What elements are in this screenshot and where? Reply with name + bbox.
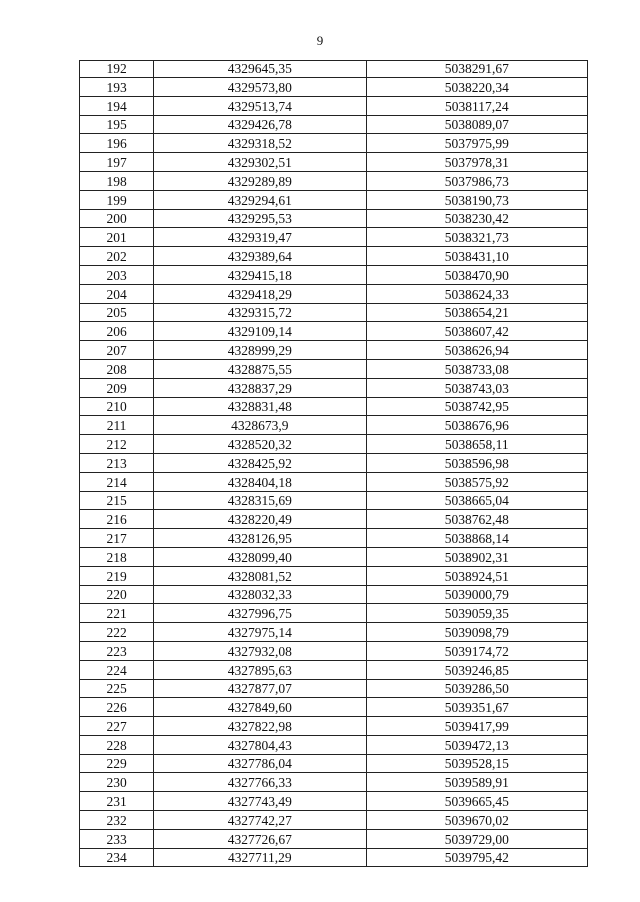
x-coordinate-cell: 4327822,98 (154, 717, 366, 736)
x-coordinate-cell: 4327766,33 (154, 773, 366, 792)
x-coordinate-cell: 4327743,49 (154, 792, 366, 811)
table-row (80, 378, 588, 397)
table-row (80, 773, 588, 792)
point-number-cell: 234 (80, 848, 154, 867)
y-coordinate-cell: 5039098,79 (366, 623, 587, 642)
table-row (80, 679, 588, 698)
point-number-cell: 197 (80, 153, 154, 172)
table-body (80, 61, 588, 867)
table-row (80, 209, 588, 228)
point-number-cell: 216 (80, 510, 154, 529)
point-number-cell: 198 (80, 171, 154, 190)
x-coordinate-cell: 4327726,67 (154, 829, 366, 848)
point-number-cell: 232 (80, 811, 154, 830)
x-coordinate-cell: 4328081,52 (154, 566, 366, 585)
x-coordinate-cell: 4329319,47 (154, 228, 366, 247)
y-coordinate-cell: 5038743,03 (366, 378, 587, 397)
y-coordinate-cell: 5039589,91 (366, 773, 587, 792)
table-row (80, 453, 588, 472)
table-row (80, 641, 588, 660)
point-number-cell: 200 (80, 209, 154, 228)
point-number-cell: 202 (80, 247, 154, 266)
y-coordinate-cell: 5038291,67 (366, 61, 587, 78)
y-coordinate-cell: 5038596,98 (366, 453, 587, 472)
table-row (80, 359, 588, 378)
point-number-cell: 214 (80, 472, 154, 491)
y-coordinate-cell: 5038626,94 (366, 341, 587, 360)
table-row (80, 265, 588, 284)
table-row (80, 134, 588, 153)
y-coordinate-cell: 5038654,21 (366, 303, 587, 322)
x-coordinate-cell: 4327786,04 (154, 754, 366, 773)
y-coordinate-cell: 5037975,99 (366, 134, 587, 153)
page-number: 9 (316, 33, 324, 48)
x-coordinate-cell: 4329513,74 (154, 96, 366, 115)
point-number-cell: 217 (80, 529, 154, 548)
point-number-cell: 228 (80, 735, 154, 754)
y-coordinate-cell: 5039286,50 (366, 679, 587, 698)
table-row (80, 171, 588, 190)
table-row (80, 811, 588, 830)
point-number-cell: 219 (80, 566, 154, 585)
y-coordinate-cell: 5039795,42 (366, 848, 587, 867)
table-row (80, 96, 588, 115)
point-number-cell: 205 (80, 303, 154, 322)
table-row (80, 735, 588, 754)
x-coordinate-cell: 4327932,08 (154, 641, 366, 660)
point-number-cell: 223 (80, 641, 154, 660)
x-coordinate-cell: 4329294,61 (154, 190, 366, 209)
y-coordinate-cell: 5039472,13 (366, 735, 587, 754)
point-number-cell: 209 (80, 378, 154, 397)
table-row (80, 510, 588, 529)
x-coordinate-cell: 4327742,27 (154, 811, 366, 830)
x-coordinate-cell: 4327711,29 (154, 848, 366, 867)
table-row (80, 228, 588, 247)
y-coordinate-cell: 5038470,90 (366, 265, 587, 284)
x-coordinate-cell: 4328425,92 (154, 453, 366, 472)
x-coordinate-cell: 4329418,29 (154, 284, 366, 303)
point-number-cell: 211 (80, 416, 154, 435)
coordinates-table (79, 60, 588, 867)
point-number-cell: 213 (80, 453, 154, 472)
point-number-cell: 195 (80, 115, 154, 134)
y-coordinate-cell: 5039351,67 (366, 698, 587, 717)
y-coordinate-cell: 5038230,42 (366, 209, 587, 228)
table-row (80, 754, 588, 773)
table-row (80, 623, 588, 642)
table-row (80, 397, 588, 416)
x-coordinate-cell: 4329573,80 (154, 78, 366, 97)
table-row (80, 416, 588, 435)
x-coordinate-cell: 4329389,64 (154, 247, 366, 266)
point-number-cell: 201 (80, 228, 154, 247)
y-coordinate-cell: 5038924,51 (366, 566, 587, 585)
y-coordinate-cell: 5039000,79 (366, 585, 587, 604)
table-row (80, 547, 588, 566)
point-number-cell: 222 (80, 623, 154, 642)
point-number-cell: 194 (80, 96, 154, 115)
x-coordinate-cell: 4327849,60 (154, 698, 366, 717)
x-coordinate-cell: 4329318,52 (154, 134, 366, 153)
y-coordinate-cell: 5038607,42 (366, 322, 587, 341)
y-coordinate-cell: 5038742,95 (366, 397, 587, 416)
y-coordinate-cell: 5038902,31 (366, 547, 587, 566)
point-number-cell: 192 (80, 61, 154, 78)
x-coordinate-cell: 4328875,55 (154, 359, 366, 378)
table-row (80, 61, 588, 78)
point-number-cell: 215 (80, 491, 154, 510)
y-coordinate-cell: 5039174,72 (366, 641, 587, 660)
point-number-cell: 212 (80, 435, 154, 454)
y-coordinate-cell: 5038762,48 (366, 510, 587, 529)
point-number-cell: 224 (80, 660, 154, 679)
table-row (80, 341, 588, 360)
table-row (80, 78, 588, 97)
table-row (80, 472, 588, 491)
table-row (80, 491, 588, 510)
table-row (80, 717, 588, 736)
point-number-cell: 227 (80, 717, 154, 736)
x-coordinate-cell: 4329426,78 (154, 115, 366, 134)
x-coordinate-cell: 4328999,29 (154, 341, 366, 360)
table-row (80, 435, 588, 454)
x-coordinate-cell: 4329315,72 (154, 303, 366, 322)
y-coordinate-cell: 5038220,34 (366, 78, 587, 97)
x-coordinate-cell: 4328032,33 (154, 585, 366, 604)
y-coordinate-cell: 5038321,73 (366, 228, 587, 247)
point-number-cell: 220 (80, 585, 154, 604)
table-row (80, 848, 588, 867)
y-coordinate-cell: 5038868,14 (366, 529, 587, 548)
table-row (80, 529, 588, 548)
table-row (80, 153, 588, 172)
point-number-cell: 203 (80, 265, 154, 284)
table-row (80, 322, 588, 341)
y-coordinate-cell: 5038658,11 (366, 435, 587, 454)
table-row (80, 115, 588, 134)
y-coordinate-cell: 5037978,31 (366, 153, 587, 172)
table-row (80, 190, 588, 209)
x-coordinate-cell: 4329302,51 (154, 153, 366, 172)
y-coordinate-cell: 5038676,96 (366, 416, 587, 435)
table-row (80, 585, 588, 604)
x-coordinate-cell: 4328837,29 (154, 378, 366, 397)
table-row (80, 566, 588, 585)
point-number-cell: 231 (80, 792, 154, 811)
table-row (80, 792, 588, 811)
point-number-cell: 207 (80, 341, 154, 360)
x-coordinate-cell: 4329645,35 (154, 61, 366, 78)
point-number-cell: 193 (80, 78, 154, 97)
y-coordinate-cell: 5038117,24 (366, 96, 587, 115)
table-row (80, 829, 588, 848)
point-number-cell: 204 (80, 284, 154, 303)
y-coordinate-cell: 5038733,08 (366, 359, 587, 378)
x-coordinate-cell: 4328220,49 (154, 510, 366, 529)
x-coordinate-cell: 4328673,9 (154, 416, 366, 435)
point-number-cell: 233 (80, 829, 154, 848)
table-row (80, 303, 588, 322)
x-coordinate-cell: 4328520,32 (154, 435, 366, 454)
point-number-cell: 226 (80, 698, 154, 717)
x-coordinate-cell: 4327804,43 (154, 735, 366, 754)
point-number-cell: 218 (80, 547, 154, 566)
x-coordinate-cell: 4329289,89 (154, 171, 366, 190)
x-coordinate-cell: 4328315,69 (154, 491, 366, 510)
y-coordinate-cell: 5039729,00 (366, 829, 587, 848)
point-number-cell: 208 (80, 359, 154, 378)
x-coordinate-cell: 4329415,18 (154, 265, 366, 284)
point-number-cell: 196 (80, 134, 154, 153)
point-number-cell: 221 (80, 604, 154, 623)
y-coordinate-cell: 5039059,35 (366, 604, 587, 623)
y-coordinate-cell: 5038190,73 (366, 190, 587, 209)
x-coordinate-cell: 4327895,63 (154, 660, 366, 679)
y-coordinate-cell: 5038089,07 (366, 115, 587, 134)
table-row (80, 284, 588, 303)
y-coordinate-cell: 5038624,33 (366, 284, 587, 303)
y-coordinate-cell: 5038431,10 (366, 247, 587, 266)
table-row (80, 604, 588, 623)
x-coordinate-cell: 4327996,75 (154, 604, 366, 623)
y-coordinate-cell: 5039670,02 (366, 811, 587, 830)
x-coordinate-cell: 4329109,14 (154, 322, 366, 341)
y-coordinate-cell: 5037986,73 (366, 171, 587, 190)
x-coordinate-cell: 4328831,48 (154, 397, 366, 416)
x-coordinate-cell: 4328126,95 (154, 529, 366, 548)
table-row (80, 698, 588, 717)
x-coordinate-cell: 4328099,40 (154, 547, 366, 566)
point-number-cell: 199 (80, 190, 154, 209)
x-coordinate-cell: 4329295,53 (154, 209, 366, 228)
y-coordinate-cell: 5039417,99 (366, 717, 587, 736)
point-number-cell: 210 (80, 397, 154, 416)
y-coordinate-cell: 5039246,85 (366, 660, 587, 679)
point-number-cell: 206 (80, 322, 154, 341)
point-number-cell: 230 (80, 773, 154, 792)
x-coordinate-cell: 4328404,18 (154, 472, 366, 491)
x-coordinate-cell: 4327877,07 (154, 679, 366, 698)
x-coordinate-cell: 4327975,14 (154, 623, 366, 642)
y-coordinate-cell: 5038665,04 (366, 491, 587, 510)
point-number-cell: 229 (80, 754, 154, 773)
y-coordinate-cell: 5039665,45 (366, 792, 587, 811)
point-number-cell: 225 (80, 679, 154, 698)
y-coordinate-cell: 5038575,92 (366, 472, 587, 491)
table-row (80, 247, 588, 266)
table-row (80, 660, 588, 679)
y-coordinate-cell: 5039528,15 (366, 754, 587, 773)
